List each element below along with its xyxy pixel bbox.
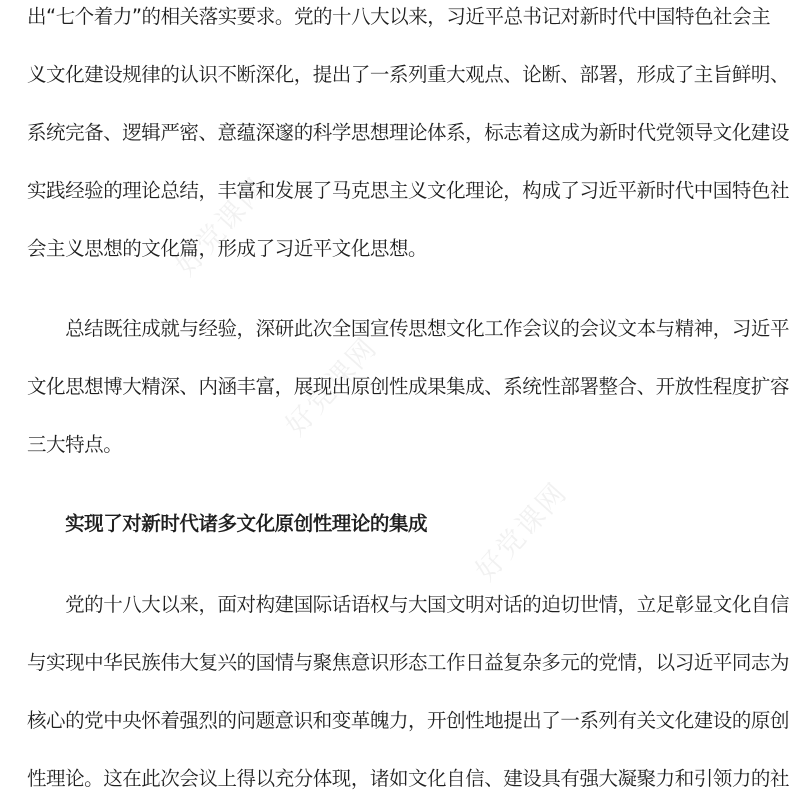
text-line: 三大特点。 — [27, 433, 123, 456]
text-line: 性理论。这在此次会议上得以充分体现，诸如文化自信、建设具有强大凝聚力和引领力的社 — [27, 767, 790, 790]
watermark: 好党课网 — [168, 170, 274, 283]
text-line: 会主义思想的文化篇，形成了习近平文化思想。 — [27, 237, 428, 260]
text-line: 义文化建设规律的认识不断深化，提出了一系列重大观点、论断、部署，形成了主旨鲜明、 — [27, 63, 790, 86]
text-line: 党的十八大以来，面对构建国际话语权与大国文明对话的迫切世情，立足彰显文化自信 — [27, 593, 790, 616]
watermark: 好党课网 — [278, 330, 384, 443]
section-heading: 实现了对新时代诸多文化原创性理论的集成 — [27, 512, 428, 535]
text-line: 系统完备、逻辑严密、意蕴深邃的科学思想理论体系，标志着这成为新时代党领导文化建设 — [27, 121, 790, 144]
text-line: 出“七个着力”的相关落实要求。党的十八大以来，习近平总书记对新时代中国特色社会主 — [27, 5, 771, 28]
text-line: 实践经验的理论总结，丰富和发展了马克思主义文化理论，构成了习近平新时代中国特色社 — [27, 179, 790, 202]
text-line: 与实现中华民族伟大复兴的国情与聚焦意识形态工作日益复杂多元的党情，以习近平同志为 — [27, 651, 790, 674]
text-line: 总结既往成就与经验，深研此次全国宣传思想文化工作会议的会议文本与精神，习近平 — [27, 317, 790, 340]
text-line: 文化思想博大精深、内涵丰富，展现出原创性成果集成、系统性部署整合、开放性程度扩容 — [27, 375, 790, 398]
watermark: 好党课网 — [468, 475, 574, 588]
text-line: 核心的党中央怀着强烈的问题意识和变革魄力，开创性地提出了一系列有关文化建设的原创 — [27, 709, 790, 732]
